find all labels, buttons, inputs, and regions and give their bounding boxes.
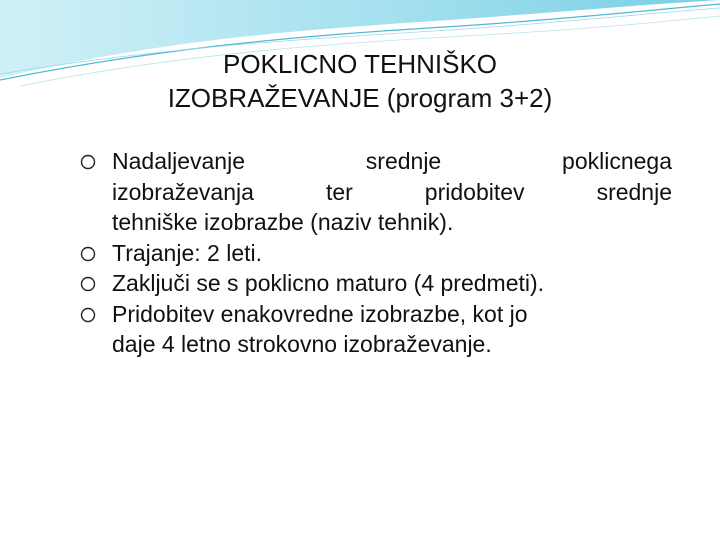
bullet-line: Trajanje: 2 leti. xyxy=(112,239,262,266)
bullet-item-1 xyxy=(112,146,672,238)
bullet-line: Pridobitev enakovredne izobrazbe, kot jo xyxy=(112,300,528,327)
bullet-line: tehniške izobrazbe (naziv tehnik). xyxy=(112,209,454,235)
bullet-list xyxy=(112,146,672,360)
slide-title xyxy=(60,47,660,115)
circle-outline-bullet-icon xyxy=(80,307,96,323)
bullet-line: izobraževanja ter pridobitev srednje xyxy=(112,178,672,205)
circle-outline-bullet-icon xyxy=(80,246,96,262)
circle-outline-bullet-icon xyxy=(80,154,96,170)
bullet-item-2 xyxy=(112,238,672,269)
bullet-line: daje 4 letno strokovno izobraževanje. xyxy=(112,331,492,357)
circle-outline-bullet-icon xyxy=(80,276,96,292)
bullet-item-3 xyxy=(112,268,672,299)
title-line-1: POKLICNO TEHNIŠKO xyxy=(222,49,498,80)
title-line-2: IZOBRAŽEVANJE (program 3+2) xyxy=(167,83,553,114)
bullet-line: Zaključi se s poklicno maturo (4 predmeti). xyxy=(112,270,545,296)
bullet-item-4 xyxy=(112,299,672,360)
bullet-line: Nadaljevanje srednje poklicnega xyxy=(112,148,672,174)
